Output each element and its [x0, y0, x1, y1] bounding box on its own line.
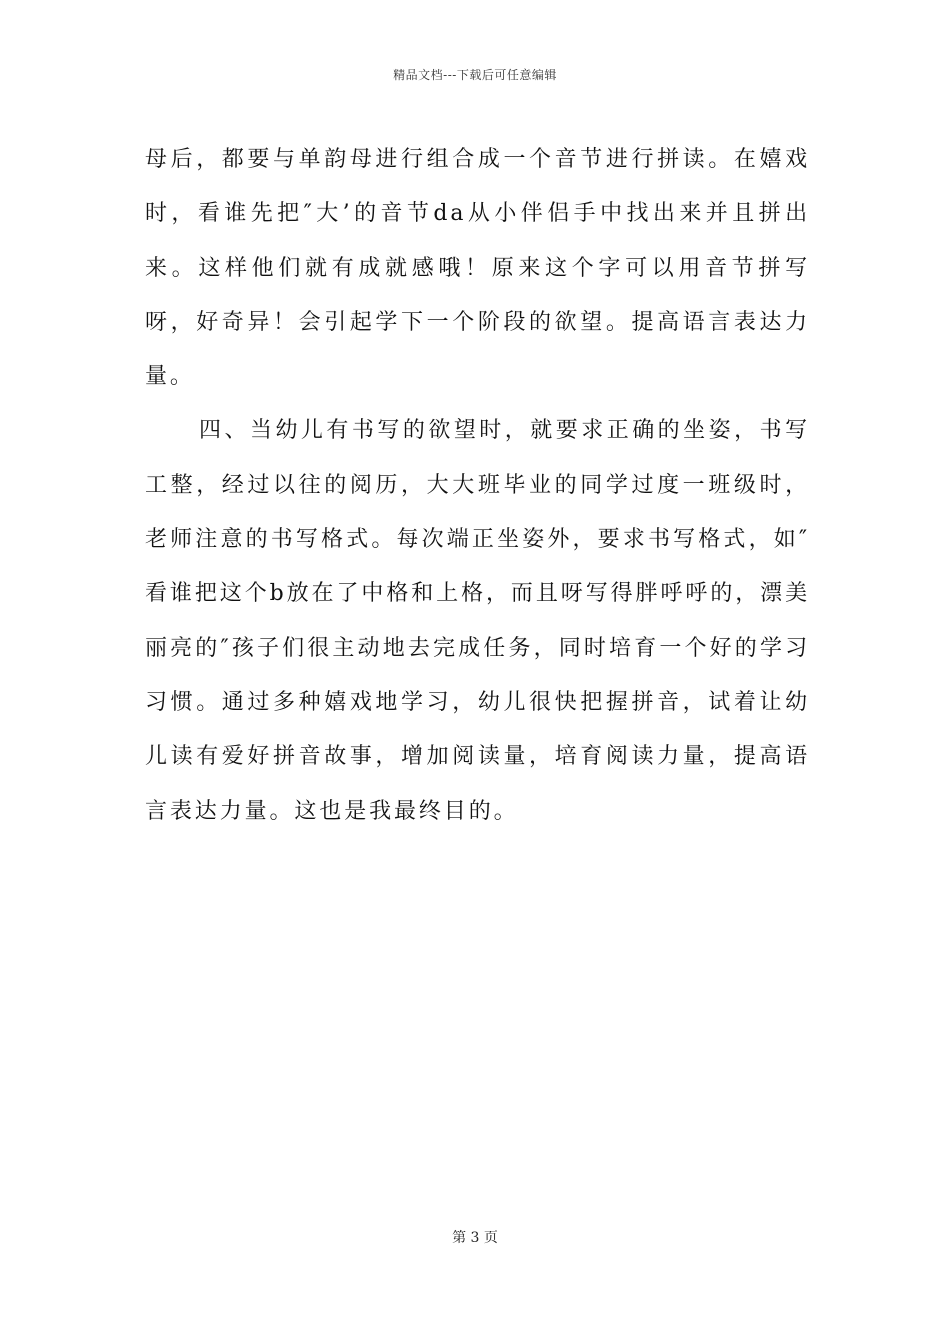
document-body: [145, 133, 810, 839]
paragraph-section-four: 四、当幼儿有书写的欲望时，就要求正确的坐姿，书写工整，经过以往的阅历，大大班毕业的同学过度一班级时，老师注意的书写格式。每次端正坐姿外，要求书写格式，如″看谁把这个b放在了中格和上格，而且呀写得胖呼呼的，漂美丽亮的″孩子们很主动地去完成任务，同时培育一个好的学习习惯。通过多种嬉戏地学习，幼儿很快把握拼音，试着让幼儿读有爱好拼音故事，增加阅读量，培育阅读力量，提高语言表达力量。这也是我最终目的。: [145, 418, 810, 824]
page-number: 第 3 页: [452, 1230, 498, 1246]
paragraph-continuation: 母后，都要与单韵母进行组合成一个音节进行拼读。在嬉戏时，看谁先把″大’的音节da从小伴侣手中找出来并且拼出来。这样他们就有成就感哦！原来这个字可以用音节拼写呀，好奇异！会引起学下一个阶段的欲望。提高语言表达力量。: [145, 147, 810, 390]
page-header: 精品文档---下载后可任意编辑: [393, 68, 557, 82]
